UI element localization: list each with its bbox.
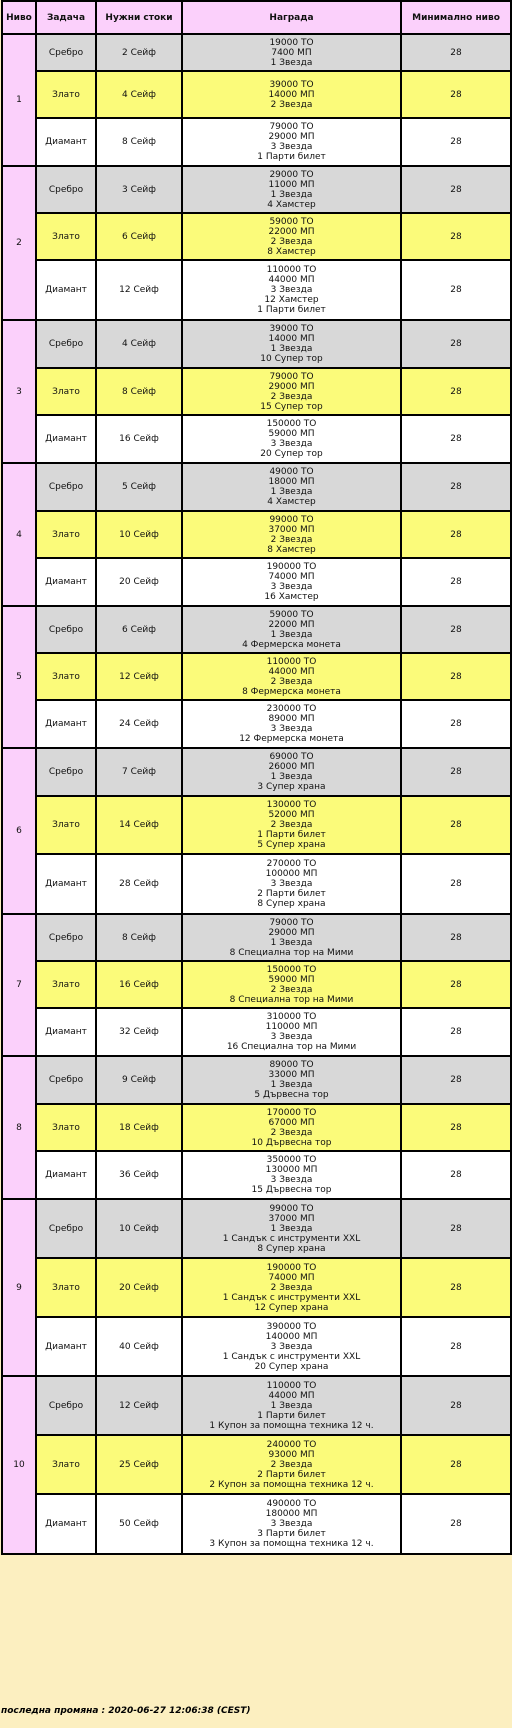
- table-row: [2, 961, 511, 1008]
- task-cell: Сребро: [36, 320, 96, 368]
- table-row: [2, 606, 511, 653]
- reward-line: 150000 ТО: [266, 964, 317, 975]
- reward-line: 44000 МП: [268, 275, 315, 285]
- table-row: [2, 34, 511, 71]
- reward-line: 190000 ТО: [266, 1262, 317, 1273]
- stock-cell: 3 Сейф: [96, 166, 182, 213]
- reward-line: 20 Супер храна: [254, 1361, 329, 1372]
- min-level-cell: 28: [401, 1199, 511, 1258]
- task-cell: Диамант: [36, 260, 96, 320]
- reward-cell: [182, 118, 401, 166]
- reward-line: 2 Звезда: [270, 236, 313, 247]
- reward-line: 1 Парти билет: [257, 305, 326, 315]
- reward-line: 11000 МП: [268, 179, 315, 190]
- min-level-cell: 28: [401, 71, 511, 118]
- task-cell: Злато: [36, 796, 96, 854]
- reward-line: 240000 ТО: [266, 1439, 317, 1450]
- task-cell: Злато: [36, 368, 96, 415]
- reward-line: 2 Парти билет: [257, 889, 326, 899]
- reward-line: 110000 ТО: [266, 656, 317, 667]
- table-row: [2, 1104, 511, 1151]
- stock-cell: 20 Сейф: [96, 558, 182, 606]
- reward-line: 29000 МП: [268, 927, 315, 938]
- table-body: [2, 34, 511, 1554]
- min-level-cell: 28: [401, 914, 511, 961]
- reward-line: 2 Звезда: [270, 676, 313, 687]
- table-row: [2, 463, 511, 511]
- reward-cell: [182, 854, 401, 914]
- reward-cell: [182, 463, 401, 511]
- reward-line: 89000 ТО: [269, 1060, 314, 1070]
- reward-cell: [182, 1494, 401, 1554]
- stock-cell: 7 Сейф: [96, 748, 182, 796]
- table-row: [2, 415, 511, 463]
- reward-cell: [182, 368, 401, 415]
- reward-line: 1 Звезда: [270, 1080, 313, 1090]
- reward-line: 59000 ТО: [269, 216, 314, 227]
- reward-cell: [182, 1199, 401, 1258]
- reward-line: 2 Звезда: [270, 984, 313, 995]
- reward-line: 1 Звезда: [270, 57, 313, 68]
- level-cell: 2: [2, 166, 36, 320]
- reward-cell: [182, 71, 401, 118]
- stock-cell: 32 Сейф: [96, 1008, 182, 1056]
- table-row: [2, 700, 511, 748]
- min-level-cell: 28: [401, 1317, 511, 1376]
- stock-cell: 4 Сейф: [96, 320, 182, 368]
- task-cell: Сребро: [36, 748, 96, 796]
- task-cell: Сребро: [36, 1199, 96, 1258]
- table-row: [2, 558, 511, 606]
- reward-cell: [182, 606, 401, 653]
- min-level-cell: 28: [401, 1056, 511, 1104]
- reward-line: 74000 МП: [268, 572, 315, 582]
- reward-line: 10 Дървесна тор: [251, 1137, 332, 1148]
- reward-line: 99000 ТО: [269, 1203, 314, 1214]
- reward-line: 1 Парти билет: [257, 152, 326, 162]
- level-cell: 10: [2, 1376, 36, 1554]
- reward-line: 18000 МП: [268, 477, 315, 487]
- reward-line: 29000 ТО: [269, 169, 314, 180]
- stock-cell: 12 Сейф: [96, 1376, 182, 1435]
- reward-cell: [182, 320, 401, 368]
- reward-line: 5 Супер храна: [257, 840, 326, 850]
- column-header-task: Задача: [36, 1, 96, 34]
- reward-line: 2 Парти билет: [257, 1469, 326, 1480]
- stock-cell: 4 Сейф: [96, 71, 182, 118]
- reward-line: 3 Парти билет: [257, 1529, 326, 1539]
- task-cell: Диамант: [36, 415, 96, 463]
- min-level-cell: 28: [401, 463, 511, 511]
- reward-cell: [182, 914, 401, 961]
- reward-line: 1 Звезда: [270, 344, 313, 354]
- reward-line: 67000 МП: [268, 1117, 315, 1128]
- reward-line: 44000 МП: [268, 666, 315, 677]
- reward-line: 270000 ТО: [266, 859, 317, 869]
- min-level-cell: 28: [401, 606, 511, 653]
- table-row: [2, 854, 511, 914]
- reward-line: 12 Фермерска монета: [239, 734, 344, 744]
- reward-line: 59000 ТО: [269, 609, 314, 620]
- reward-cell: [182, 1317, 401, 1376]
- reward-line: 3 Звезда: [270, 1175, 313, 1185]
- table-row: [2, 1435, 511, 1494]
- stock-cell: 8 Сейф: [96, 914, 182, 961]
- reward-line: 8 Супер храна: [257, 899, 326, 909]
- reward-line: 26000 МП: [268, 762, 315, 772]
- reward-line: 490000 ТО: [266, 1499, 317, 1509]
- min-level-cell: 28: [401, 1494, 511, 1554]
- reward-line: 130000 МП: [265, 1165, 318, 1175]
- reward-line: 1 Сандък с инструменти XXL: [222, 1351, 361, 1362]
- reward-line: 3 Супер храна: [257, 782, 326, 792]
- reward-line: 3 Звезда: [270, 142, 313, 152]
- reward-line: 8 Фермерска монета: [242, 686, 341, 697]
- level-cell: 7: [2, 914, 36, 1056]
- reward-cell: [182, 415, 401, 463]
- reward-line: 3 Купон за помощна техника 12 ч.: [209, 1539, 374, 1549]
- reward-line: 1 Звезда: [270, 629, 313, 640]
- reward-line: 230000 ТО: [266, 704, 317, 714]
- min-level-cell: 28: [401, 748, 511, 796]
- table-row: [2, 320, 511, 368]
- reward-line: 59000 МП: [268, 429, 315, 439]
- min-level-cell: 28: [401, 166, 511, 213]
- stock-cell: 12 Сейф: [96, 653, 182, 700]
- reward-line: 14000 МП: [268, 334, 315, 344]
- table-row: [2, 1151, 511, 1199]
- reward-cell: [182, 1008, 401, 1056]
- level-cell: 4: [2, 463, 36, 606]
- task-cell: Сребро: [36, 463, 96, 511]
- reward-cell: [182, 748, 401, 796]
- reward-line: 52000 МП: [268, 810, 315, 820]
- table-row: [2, 1317, 511, 1376]
- task-cell: Диамант: [36, 700, 96, 748]
- stock-cell: 8 Сейф: [96, 118, 182, 166]
- reward-line: 2 Звезда: [270, 534, 313, 545]
- reward-line: 390000 ТО: [266, 1321, 317, 1332]
- stock-cell: 2 Сейф: [96, 34, 182, 71]
- reward-line: 100000 МП: [265, 869, 318, 879]
- min-level-cell: 28: [401, 415, 511, 463]
- stock-cell: 6 Сейф: [96, 606, 182, 653]
- stock-cell: 24 Сейф: [96, 700, 182, 748]
- reward-line: 44000 МП: [268, 1390, 315, 1401]
- stock-cell: 5 Сейф: [96, 463, 182, 511]
- reward-line: 69000 ТО: [269, 752, 314, 762]
- reward-line: 29000 МП: [268, 132, 315, 142]
- stock-cell: 9 Сейф: [96, 1056, 182, 1104]
- last-modified-footer: последна промяна : 2020-06-27 12:06:38 (CEST): [1, 1706, 251, 1716]
- reward-line: 3 Звезда: [270, 582, 313, 592]
- reward-cell: [182, 260, 401, 320]
- reward-line: 29000 МП: [268, 381, 315, 392]
- min-level-cell: 28: [401, 961, 511, 1008]
- table-row: [2, 260, 511, 320]
- stock-cell: 28 Сейф: [96, 854, 182, 914]
- table-row: [2, 1056, 511, 1104]
- min-level-cell: 28: [401, 368, 511, 415]
- stock-cell: 12 Сейф: [96, 260, 182, 320]
- reward-line: 190000 ТО: [266, 562, 317, 572]
- column-header-stock: Нужни стоки: [96, 1, 182, 34]
- reward-line: 99000 ТО: [269, 514, 314, 525]
- task-cell: Сребро: [36, 166, 96, 213]
- reward-line: 3 Звезда: [270, 724, 313, 734]
- stock-cell: 10 Сейф: [96, 1199, 182, 1258]
- reward-line: 49000 ТО: [269, 467, 314, 477]
- stock-cell: 10 Сейф: [96, 511, 182, 558]
- reward-line: 79000 ТО: [269, 122, 314, 132]
- min-level-cell: 28: [401, 854, 511, 914]
- reward-line: 1 Звезда: [270, 189, 313, 200]
- reward-line: 1 Звезда: [270, 772, 313, 782]
- min-level-cell: 28: [401, 1151, 511, 1199]
- task-cell: Злато: [36, 1104, 96, 1151]
- task-cell: Диамант: [36, 1151, 96, 1199]
- level-cell: 8: [2, 1056, 36, 1199]
- reward-line: 20 Супер тор: [260, 449, 323, 459]
- table-row: [2, 1494, 511, 1554]
- reward-line: 8 Специална тор на Мими: [229, 947, 354, 958]
- reward-line: 1 Звезда: [270, 1400, 313, 1411]
- reward-line: 2 Звезда: [270, 1282, 313, 1293]
- reward-line: 310000 ТО: [266, 1012, 317, 1022]
- reward-line: 1 Парти билет: [257, 830, 326, 840]
- task-cell: Злато: [36, 961, 96, 1008]
- reward-line: 2 Купон за помощна техника 12 ч.: [209, 1479, 374, 1490]
- reward-line: 8 Супер храна: [257, 1243, 326, 1254]
- task-cell: Сребро: [36, 1056, 96, 1104]
- table-row: [2, 118, 511, 166]
- reward-line: 3 Звезда: [270, 1519, 313, 1529]
- task-cell: Диамант: [36, 558, 96, 606]
- reward-line: 2 Звезда: [270, 1127, 313, 1138]
- task-cell: Злато: [36, 653, 96, 700]
- reward-line: 2 Звезда: [270, 820, 313, 830]
- reward-cell: [182, 700, 401, 748]
- rewards-table: [1, 0, 512, 1555]
- reward-line: 19000 ТО: [269, 37, 314, 48]
- column-header-reward: Награда: [182, 1, 401, 34]
- column-header-min-level: Минимално ниво: [401, 1, 511, 34]
- reward-line: 15 Дървесна тор: [251, 1185, 332, 1195]
- min-level-cell: 28: [401, 260, 511, 320]
- reward-line: 8 Специална тор на Мими: [229, 994, 354, 1005]
- reward-line: 16 Хамстер: [264, 592, 319, 602]
- table-row: [2, 1376, 511, 1435]
- min-level-cell: 28: [401, 213, 511, 260]
- table-row: [2, 796, 511, 854]
- reward-line: 37000 МП: [268, 524, 315, 535]
- table-row: [2, 748, 511, 796]
- reward-line: 3 Звезда: [270, 879, 313, 889]
- stock-cell: 18 Сейф: [96, 1104, 182, 1151]
- reward-line: 110000 ТО: [266, 1380, 317, 1391]
- task-cell: Злато: [36, 1258, 96, 1317]
- reward-line: 33000 МП: [268, 1070, 315, 1080]
- min-level-cell: 28: [401, 320, 511, 368]
- level-cell: 6: [2, 748, 36, 914]
- reward-cell: [182, 1258, 401, 1317]
- task-cell: Сребро: [36, 606, 96, 653]
- task-cell: Злато: [36, 511, 96, 558]
- reward-line: 2 Звезда: [270, 99, 313, 110]
- reward-cell: [182, 1376, 401, 1435]
- level-cell: 5: [2, 606, 36, 748]
- min-level-cell: 28: [401, 511, 511, 558]
- reward-cell: [182, 34, 401, 71]
- reward-line: 15 Супер тор: [260, 401, 323, 412]
- reward-line: 4 Хамстер: [267, 199, 316, 210]
- reward-line: 170000 ТО: [266, 1107, 317, 1118]
- task-cell: Диамант: [36, 1317, 96, 1376]
- reward-line: 3 Звезда: [270, 285, 313, 295]
- reward-line: 3 Звезда: [270, 1341, 313, 1352]
- reward-line: 8 Хамстер: [267, 246, 316, 257]
- task-cell: Диамант: [36, 118, 96, 166]
- min-level-cell: 28: [401, 700, 511, 748]
- stock-cell: 8 Сейф: [96, 368, 182, 415]
- reward-line: 39000 ТО: [269, 324, 314, 334]
- table-row: [2, 166, 511, 213]
- min-level-cell: 28: [401, 1258, 511, 1317]
- min-level-cell: 28: [401, 653, 511, 700]
- level-cell: 3: [2, 320, 36, 463]
- task-cell: Злато: [36, 213, 96, 260]
- stock-cell: 16 Сейф: [96, 415, 182, 463]
- table-row: [2, 1258, 511, 1317]
- min-level-cell: 28: [401, 118, 511, 166]
- header-row: [2, 1, 511, 34]
- reward-line: 93000 МП: [268, 1449, 315, 1460]
- reward-line: 16 Специална тор на Мими: [226, 1042, 357, 1052]
- reward-line: 150000 ТО: [266, 419, 317, 429]
- reward-line: 79000 ТО: [269, 917, 314, 928]
- reward-line: 140000 МП: [265, 1331, 318, 1342]
- table-header: [2, 1, 511, 34]
- reward-line: 14000 МП: [268, 89, 315, 100]
- stock-cell: 14 Сейф: [96, 796, 182, 854]
- reward-cell: [182, 796, 401, 854]
- table-row: [2, 1199, 511, 1258]
- min-level-cell: 28: [401, 1376, 511, 1435]
- table-row: [2, 368, 511, 415]
- task-cell: Сребро: [36, 34, 96, 71]
- stock-cell: 40 Сейф: [96, 1317, 182, 1376]
- stock-cell: 25 Сейф: [96, 1435, 182, 1494]
- reward-line: 1 Сандък с инструменти XXL: [222, 1292, 361, 1303]
- reward-line: 22000 МП: [268, 226, 315, 237]
- table-row: [2, 914, 511, 961]
- task-cell: Сребро: [36, 1376, 96, 1435]
- reward-line: 12 Хамстер: [264, 295, 319, 305]
- min-level-cell: 28: [401, 1104, 511, 1151]
- stock-cell: 50 Сейф: [96, 1494, 182, 1554]
- reward-line: 130000 ТО: [266, 800, 317, 810]
- table-row: [2, 653, 511, 700]
- task-cell: Злато: [36, 1435, 96, 1494]
- stock-cell: 36 Сейф: [96, 1151, 182, 1199]
- table-row: [2, 213, 511, 260]
- reward-line: 10 Супер тор: [260, 354, 323, 364]
- reward-line: 79000 ТО: [269, 371, 314, 382]
- reward-line: 2 Звезда: [270, 391, 313, 402]
- reward-line: 59000 МП: [268, 974, 315, 985]
- reward-line: 1 Звезда: [270, 1223, 313, 1234]
- reward-cell: [182, 961, 401, 1008]
- stock-cell: 16 Сейф: [96, 961, 182, 1008]
- reward-line: 180000 МП: [265, 1509, 318, 1519]
- reward-cell: [182, 1151, 401, 1199]
- task-cell: Сребро: [36, 914, 96, 961]
- reward-line: 89000 МП: [268, 714, 315, 724]
- reward-cell: [182, 558, 401, 606]
- min-level-cell: 28: [401, 796, 511, 854]
- reward-line: 7400 МП: [271, 47, 312, 58]
- column-header-level: Ниво: [2, 1, 36, 34]
- reward-line: 110000 ТО: [266, 265, 317, 275]
- min-level-cell: 28: [401, 1008, 511, 1056]
- reward-line: 39000 ТО: [269, 79, 314, 90]
- reward-line: 1 Сандък с инструменти XXL: [222, 1233, 361, 1244]
- reward-line: 1 Звезда: [270, 487, 313, 497]
- reward-line: 22000 МП: [268, 619, 315, 630]
- reward-line: 12 Супер храна: [254, 1302, 329, 1313]
- level-cell: 9: [2, 1199, 36, 1376]
- reward-line: 350000 ТО: [266, 1155, 317, 1165]
- reward-cell: [182, 213, 401, 260]
- reward-line: 1 Купон за помощна техника 12 ч.: [209, 1420, 374, 1431]
- reward-line: 4 Хамстер: [267, 497, 316, 507]
- min-level-cell: 28: [401, 1435, 511, 1494]
- reward-line: 3 Звезда: [270, 1032, 313, 1042]
- task-cell: Диамант: [36, 1008, 96, 1056]
- task-cell: Злато: [36, 71, 96, 118]
- stock-cell: 20 Сейф: [96, 1258, 182, 1317]
- reward-line: 8 Хамстер: [267, 544, 316, 555]
- table-row: [2, 71, 511, 118]
- table-row: [2, 1008, 511, 1056]
- reward-cell: [182, 1104, 401, 1151]
- reward-line: 110000 МП: [265, 1022, 318, 1032]
- reward-line: 37000 МП: [268, 1213, 315, 1224]
- reward-cell: [182, 653, 401, 700]
- task-cell: Диамант: [36, 1494, 96, 1554]
- reward-cell: [182, 1056, 401, 1104]
- reward-line: 74000 МП: [268, 1272, 315, 1283]
- reward-line: 5 Дървесна тор: [254, 1090, 329, 1100]
- reward-line: 1 Парти билет: [257, 1410, 326, 1421]
- min-level-cell: 28: [401, 34, 511, 71]
- min-level-cell: 28: [401, 558, 511, 606]
- reward-line: 4 Фермерска монета: [242, 639, 341, 650]
- stock-cell: 6 Сейф: [96, 213, 182, 260]
- reward-cell: [182, 1435, 401, 1494]
- reward-cell: [182, 511, 401, 558]
- reward-cell: [182, 166, 401, 213]
- table-row: [2, 511, 511, 558]
- reward-line: 3 Звезда: [270, 439, 313, 449]
- reward-line: 1 Звезда: [270, 937, 313, 948]
- level-cell: 1: [2, 34, 36, 166]
- task-cell: Диамант: [36, 854, 96, 914]
- reward-line: 2 Звезда: [270, 1459, 313, 1470]
